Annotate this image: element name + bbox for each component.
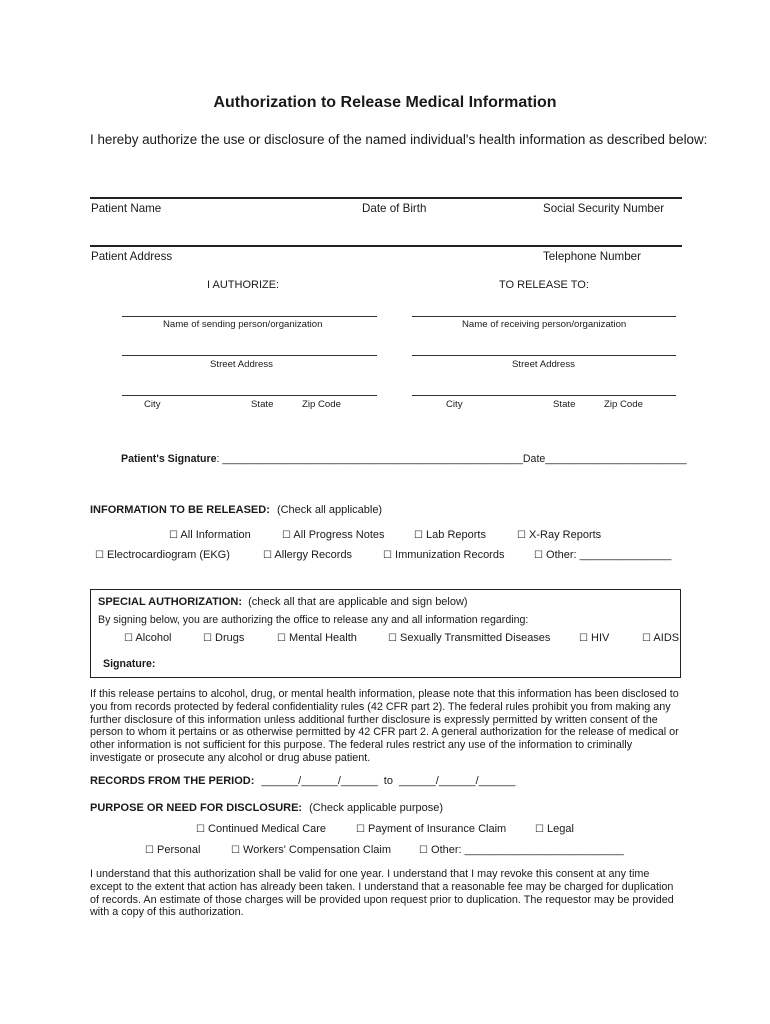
option-drugs[interactable] [203, 632, 244, 644]
checkbox-icon[interactable]: ☐ [642, 633, 651, 644]
sender-name-line[interactable] [122, 316, 377, 317]
sender-street-caption: Street Address [210, 359, 273, 370]
checkbox-icon[interactable]: ☐ [383, 550, 392, 561]
option-personal[interactable] [145, 844, 200, 856]
date-of-birth-label: Date of Birth [362, 202, 427, 215]
option-label: AIDS [653, 632, 680, 644]
patient-middle-rule [90, 245, 682, 247]
option-purpose-other[interactable] [419, 844, 624, 856]
option-label: X-Ray Reports [529, 529, 602, 541]
checkbox-icon[interactable]: ☐ [535, 824, 544, 835]
special-heading-row [98, 596, 468, 608]
special-heading: SPECIAL AUTHORIZATION: [98, 596, 243, 608]
option-label: Legal [547, 823, 574, 835]
checkbox-icon[interactable]: ☐ [95, 550, 104, 561]
disclosure-line: investigate or prosecute any alcohol or drug abuse patient. [90, 751, 371, 764]
receiver-name-caption: Name of receiving person/organization [462, 319, 627, 330]
receiver-zip-caption: Zip Code [604, 399, 643, 410]
disclosure-line: further disclosure of this information unless additional further disclosure is expressly permitted by written consent of the [90, 713, 658, 726]
disclosure-line: you from records protected by federal confidentiality rules (42 CFR part 2). The federal rules prohibit you from making any [90, 700, 671, 713]
patient-top-rule [90, 197, 682, 199]
sender-name-caption: Name of sending person/organization [163, 319, 323, 330]
ssn-label: Social Security Number [543, 202, 665, 215]
closing-line: I understand that this authorization shall be valid for one year. I understand that I may revoke this consent at any time [90, 868, 650, 880]
checkbox-icon[interactable]: ☐ [145, 845, 154, 856]
checkbox-icon[interactable]: ☐ [388, 633, 397, 644]
checkbox-icon[interactable]: ☐ [196, 824, 205, 835]
option-label: HIV [591, 632, 610, 644]
records-period-row [90, 775, 515, 787]
sender-state-caption: State [251, 399, 274, 410]
option-immunization-records[interactable] [383, 549, 504, 561]
purpose-note: (Check applicable purpose) [309, 802, 444, 814]
option-label: Electrocardiogram (EKG) [107, 549, 230, 561]
option-label: All Progress Notes [293, 529, 385, 541]
purpose-heading-row [90, 802, 443, 814]
closing-line: of records. An estimate of those charges will be provided upon request prior to duplication. The requestor may be provided [90, 893, 674, 906]
option-other[interactable] [534, 549, 671, 561]
checkbox-icon[interactable]: ☐ [231, 845, 240, 856]
option-xray-reports[interactable] [517, 529, 601, 541]
purpose-heading: PURPOSE OR NEED FOR DISCLOSURE: [90, 802, 303, 814]
checkbox-icon[interactable]: ☐ [277, 633, 286, 644]
option-alcohol[interactable] [124, 632, 172, 644]
special-signature-label[interactable]: Signature: [103, 658, 156, 670]
disclosure-line: If this release pertains to alcohol, drug, or mental health information, please note that this information has been disclosed to [90, 688, 679, 700]
disclosure-line: other information is not sufficient for this purpose. The federal rules restrict any use of the information to criminally [90, 739, 633, 752]
option-label: Immunization Records [395, 549, 505, 561]
checkbox-icon[interactable]: ☐ [419, 845, 428, 856]
option-workers-comp[interactable] [231, 844, 391, 856]
option-label: Allergy Records [274, 549, 353, 561]
checkbox-icon[interactable]: ☐ [169, 530, 178, 541]
info-release-note: (Check all applicable) [276, 504, 383, 516]
option-insurance-claim[interactable] [356, 823, 506, 835]
option-label: Workers' Compensation Claim [243, 844, 392, 856]
signature-date-field[interactable]: Date________________________ [522, 453, 687, 465]
special-instruction: By signing below, you are authorizing the office to release any and all information regarding: [98, 614, 529, 626]
option-label: Other: _______________ [546, 549, 672, 561]
patient-address-label: Patient Address [91, 250, 173, 263]
option-legal[interactable] [535, 823, 574, 835]
release-to-heading: TO RELEASE TO: [499, 279, 589, 291]
closing-notice [90, 868, 690, 919]
receiver-state-caption: State [553, 399, 576, 410]
disclosure-notice [90, 688, 690, 765]
patient-signature-label: Patient's Signature [121, 453, 217, 465]
records-period-label: RECORDS FROM THE PERIOD: [90, 775, 255, 787]
option-lab-reports[interactable] [414, 529, 486, 541]
sender-zip-caption: Zip Code [302, 399, 341, 410]
patient-signature-field[interactable]: : ___________________________________________________ [216, 453, 523, 465]
option-aids[interactable] [642, 632, 679, 644]
option-std[interactable] [388, 632, 550, 644]
telephone-label: Telephone Number [543, 250, 641, 263]
checkbox-icon[interactable]: ☐ [534, 550, 543, 561]
checkbox-icon[interactable]: ☐ [203, 633, 212, 644]
receiver-street-line[interactable] [412, 355, 676, 356]
patient-signature-row [121, 453, 687, 465]
closing-line: with a copy of this authorization. [90, 906, 244, 919]
option-label: Sexually Transmitted Diseases [400, 632, 551, 644]
checkbox-icon[interactable]: ☐ [124, 633, 133, 644]
sender-city-line[interactable] [122, 395, 377, 396]
option-label: Mental Health [289, 632, 357, 644]
option-label: Drugs [215, 632, 245, 644]
disclosure-line: person to whom it pertains or as otherwise permitted by 42 CFR part 2. A general authorization for the release of medical or [90, 726, 679, 739]
info-release-heading: INFORMATION TO BE RELEASED: [90, 504, 270, 516]
option-all-progress-notes[interactable] [282, 529, 385, 541]
option-label: Lab Reports [426, 529, 486, 541]
info-release-heading-row [90, 504, 382, 516]
option-label: Other: __________________________ [431, 844, 624, 856]
checkbox-icon[interactable]: ☐ [414, 530, 423, 541]
checkbox-icon[interactable]: ☐ [282, 530, 291, 541]
receiver-city-line[interactable] [412, 395, 676, 396]
checkbox-icon[interactable]: ☐ [579, 633, 588, 644]
option-label: Continued Medical Care [208, 823, 327, 835]
option-label: Alcohol [135, 632, 172, 644]
intro-text: I hereby authorize the use or disclosure of the named individual's health information as described below: [90, 132, 708, 147]
sender-city-caption: City [144, 399, 161, 410]
sender-street-line[interactable] [122, 355, 377, 356]
checkbox-icon[interactable]: ☐ [517, 530, 526, 541]
special-note: (check all that are applicable and sign below) [248, 596, 468, 608]
option-label: Personal [157, 844, 201, 856]
option-label: All Information [180, 529, 251, 541]
receiver-street-caption: Street Address [512, 359, 575, 370]
option-allergy-records[interactable] [263, 549, 352, 561]
form-title: Authorization to Release Medical Information [213, 94, 557, 111]
option-hiv[interactable] [579, 632, 609, 644]
closing-line: except to the extent that action has already been taken. I understand that a reasonable fee may be charged for duplication [90, 880, 674, 893]
option-mental-health[interactable] [277, 632, 357, 644]
checkbox-icon[interactable]: ☐ [356, 824, 365, 835]
option-continued-care[interactable] [196, 823, 326, 835]
option-ekg[interactable] [95, 549, 230, 561]
option-all-information[interactable] [169, 529, 251, 541]
patient-name-label: Patient Name [91, 202, 162, 215]
i-authorize-heading: I AUTHORIZE: [207, 279, 280, 291]
receiver-city-caption: City [446, 399, 463, 410]
receiver-name-line[interactable] [412, 316, 676, 317]
records-period-field[interactable]: ______/______/______ to ______/______/______ [261, 775, 516, 787]
option-label: Payment of Insurance Claim [368, 823, 507, 835]
checkbox-icon[interactable]: ☐ [263, 550, 272, 561]
